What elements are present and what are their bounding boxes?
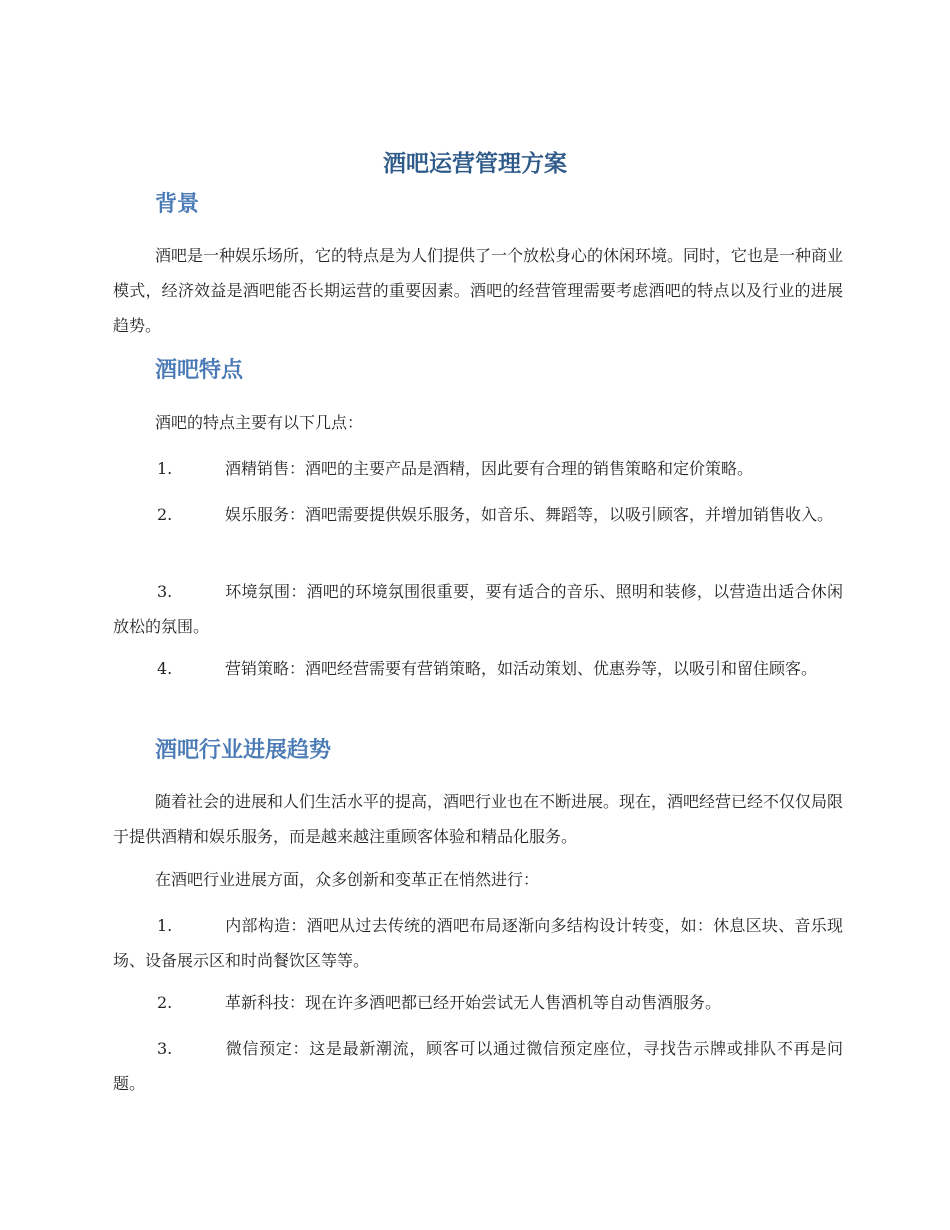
list-item-number: 4. — [157, 659, 173, 678]
list-item-number: 1. — [157, 916, 173, 935]
list-item-text: 娱乐服务：酒吧需要提供娱乐服务，如音乐、舞蹈等，以吸引顾客，并增加销售收入。 — [225, 505, 834, 524]
list-item-number: 2. — [157, 993, 173, 1012]
list-item — [113, 1031, 843, 1101]
section-heading-features: 酒吧特点 — [155, 358, 244, 383]
list-item-number: 1. — [157, 459, 173, 478]
trends-intro: 在酒吧行业进展方面，众多创新和变革正在悄然进行： — [155, 870, 540, 889]
list-item — [113, 574, 843, 644]
list-item-text: 环境氛围：酒吧的环境氛围很重要，要有适合的音乐、照明和装修，以营造出适合休闲放松的氛围。 — [113, 582, 843, 636]
list-item-text: 内部构造：酒吧从过去传统的酒吧布局逐渐向多结构设计转变，如：休息区块、音乐现场、设备展示区和时尚餐饮区等等。 — [113, 916, 843, 970]
section-heading-background: 背景 — [155, 192, 200, 217]
list-item-number: 3. — [157, 1039, 173, 1058]
list-item — [113, 985, 843, 1020]
section-heading-trends: 酒吧行业进展趋势 — [155, 738, 332, 763]
list-item-text: 微信预定：这是最新潮流，顾客可以通过微信预定座位，寻找告示牌或排队不再是问题。 — [113, 1039, 843, 1093]
document-title: 酒吧运营管理方案 — [383, 151, 567, 177]
list-item — [113, 497, 843, 532]
background-paragraph: 酒吧是一种娱乐场所，它的特点是为人们提供了一个放松身心的休闲环境。同时，它也是一种商业模式，经济效益是酒吧能否长期运营的重要因素。酒吧的经营管理需要考虑酒吧的特点以及行业的进展趋势。 — [113, 246, 844, 335]
list-item — [113, 908, 843, 978]
list-item — [113, 651, 843, 686]
list-item — [113, 451, 843, 486]
list-item-number: 3. — [157, 582, 173, 601]
list-item-text: 革新科技：现在许多酒吧都已经开始尝试无人售酒机等自动售酒服务。 — [225, 993, 722, 1012]
list-item-number: 2. — [157, 505, 173, 524]
list-item-text: 酒精销售：酒吧的主要产品是酒精，因此要有合理的销售策略和定价策略。 — [225, 459, 754, 478]
features-intro: 酒吧的特点主要有以下几点： — [155, 413, 364, 432]
list-item-text: 营销策略：酒吧经营需要有营销策略，如活动策划、优惠券等，以吸引和留住顾客。 — [225, 659, 818, 678]
trends-paragraph: 随着社会的进展和人们生活水平的提高，酒吧行业也在不断进展。现在，酒吧经营已经不仅仅局限于提供酒精和娱乐服务，而是越来越注重顾客体验和精品化服务。 — [113, 792, 844, 846]
